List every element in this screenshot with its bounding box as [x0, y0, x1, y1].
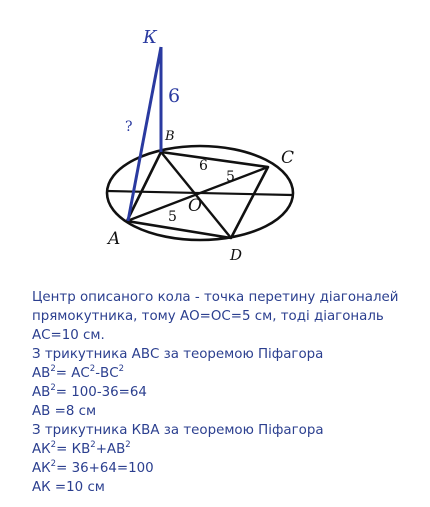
label-point-o: O [188, 196, 202, 216]
formula-exponent: 2 [50, 364, 56, 374]
solution-line-7: АВ =8 см [32, 404, 97, 419]
formula-term: -ВС [95, 366, 119, 381]
solution-line-5 [32, 364, 424, 383]
solution-line-11: АК =10 см [32, 480, 105, 495]
label-point-c: C [281, 148, 295, 168]
label-edge-ao: 5 [168, 209, 177, 225]
label-point-b: B [165, 129, 175, 144]
label-point-d: D [230, 246, 243, 264]
solution-line-8: З трикутника КВА за теоремою Піфагора [32, 423, 324, 438]
formula-term: АК [32, 442, 51, 457]
formula-exponent: 2 [90, 440, 96, 450]
formula-term: +АВ [95, 442, 126, 457]
segment-ak [128, 47, 161, 221]
formula-term: = АС [55, 366, 90, 381]
formula-term: = 36+64=100 [56, 461, 154, 476]
solution-text [32, 288, 424, 497]
diagonal-bd [161, 152, 231, 238]
label-edge-bc: 6 [199, 158, 208, 174]
formula-term: АК [32, 461, 51, 476]
formula-exponent: 2 [89, 364, 96, 374]
label-edge-ak: ? [125, 119, 133, 135]
formula-exponent: 2 [50, 383, 56, 393]
solution-line-6 [32, 383, 424, 402]
formula-term: АВ [32, 366, 51, 381]
formula-exponent: 2 [125, 440, 131, 450]
formula-exponent: 2 [50, 440, 57, 450]
solution-line-1: Центр описаного кола - точка перетину діагоналей [32, 290, 399, 305]
formula-exponent: 2 [50, 459, 57, 469]
label-point-k: К [143, 27, 157, 48]
label-point-a: A [108, 229, 121, 249]
solution-line-10 [32, 459, 424, 478]
label-edge-kb: 6 [168, 85, 181, 107]
solution-line-4: З трикутника АВС за теоремою Піфагора [32, 347, 324, 362]
formula-term: = 100-36=64 [55, 385, 147, 400]
label-edge-oc: 5 [226, 169, 235, 185]
solution-line-3: АС=10 см. [32, 328, 105, 343]
formula-term: = КВ [56, 442, 91, 457]
formula-term: АВ [32, 385, 51, 400]
solution-line-9 [32, 440, 424, 459]
solution-line-2: прямокутника, тому АО=ОС=5 см, тоді діагональ [32, 309, 384, 324]
formula-exponent: 2 [118, 364, 124, 374]
